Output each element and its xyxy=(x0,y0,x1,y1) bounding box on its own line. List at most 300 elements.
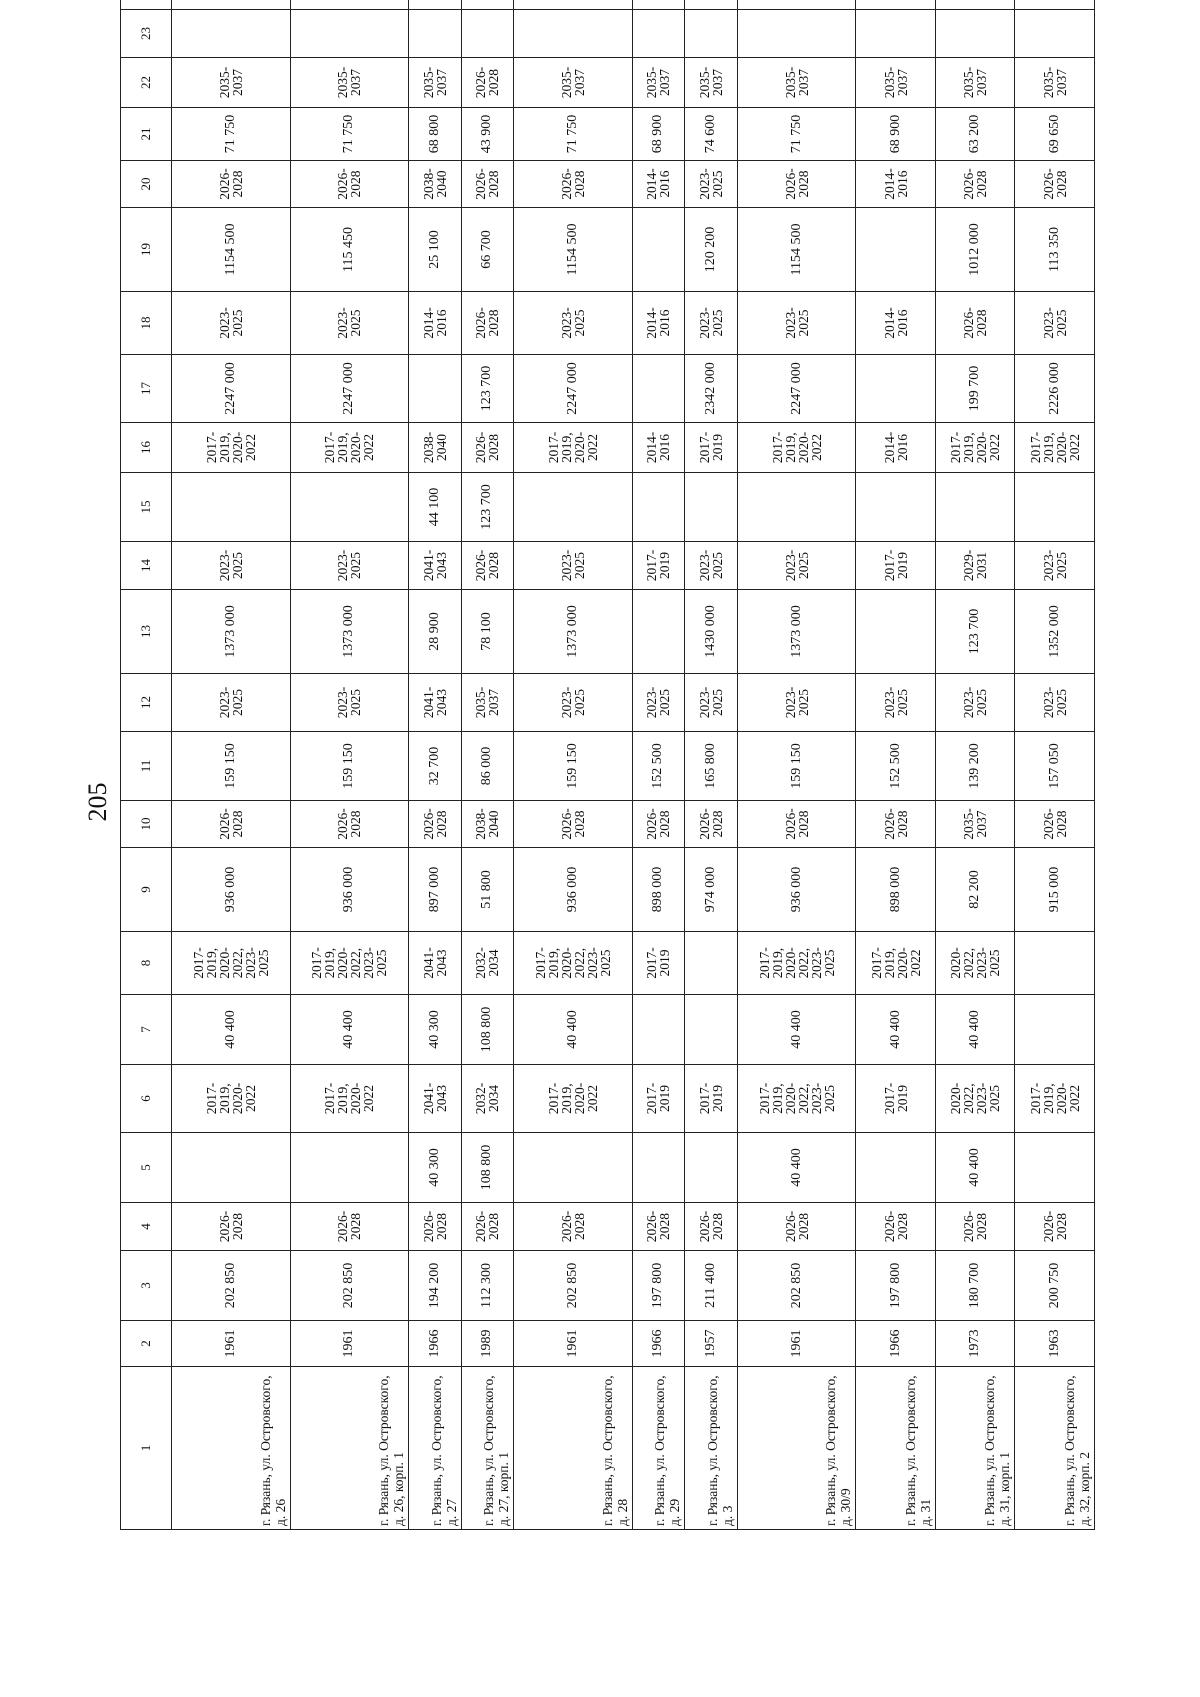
column-header: 18 xyxy=(121,292,172,355)
table-cell: 2041- 2043 xyxy=(409,674,462,732)
table-cell: 2035- 2037 xyxy=(632,58,685,108)
column-header: 12 xyxy=(121,674,172,732)
table-cell xyxy=(685,473,738,542)
table-cell xyxy=(514,0,633,10)
address-cell: г. Рязань, ул. Островского, д. 3 xyxy=(685,1367,738,1530)
table-cell: 2041- 2043 xyxy=(409,542,462,590)
table-cell: 1373 000 xyxy=(172,590,291,674)
table-cell xyxy=(737,473,856,542)
table-cell: 2026- 2028 xyxy=(514,801,633,848)
table-row xyxy=(409,0,462,1530)
table-cell xyxy=(737,0,856,10)
table-cell: 2017- 2019, 2020- 2022 xyxy=(935,423,1015,473)
table-cell: 2023- 2025 xyxy=(737,542,856,590)
table-cell: 1012 000 xyxy=(935,208,1015,292)
table-cell: 897 000 xyxy=(409,848,462,932)
column-header: 2 xyxy=(121,1321,172,1367)
column-header: 3 xyxy=(121,1251,172,1321)
table-cell: 2017- 2019, 2020- 2022 xyxy=(290,423,409,473)
table-cell: 152 500 xyxy=(856,732,936,801)
table-cell: 2026- 2028 xyxy=(409,801,462,848)
table-cell: 2017- 2019, 2020- 2022, 2023- 2025 xyxy=(172,932,291,995)
table-cell: 194 200 xyxy=(409,1251,462,1321)
table-cell: 71 750 xyxy=(514,108,633,161)
table-cell: 112 300 xyxy=(461,1251,514,1321)
table-cell xyxy=(172,1133,291,1203)
table-cell: 2041- 2043 xyxy=(409,932,462,995)
column-header: 5 xyxy=(121,1133,172,1203)
address-cell: г. Рязань, ул. Островского, д. 27, корп. 1 xyxy=(461,1367,514,1530)
table-cell: 2023- 2025 xyxy=(1015,674,1095,732)
table-cell: 123 700 xyxy=(461,473,514,542)
table-cell: 2017- 2019, 2020- 2022, 2023- 2025 xyxy=(737,932,856,995)
table-cell: 2017- 2019, 2020- 2022 xyxy=(737,423,856,473)
table-cell: 2017- 2019 xyxy=(856,542,936,590)
table-cell xyxy=(856,473,936,542)
table-cell: 2014- 2016 xyxy=(632,161,685,208)
table-cell xyxy=(632,473,685,542)
column-header: 6 xyxy=(121,1065,172,1133)
table-cell xyxy=(685,10,738,58)
table-cell: 2017- 2019 xyxy=(685,423,738,473)
table-cell: 2035- 2037 xyxy=(856,58,936,108)
table-cell: 2026- 2028 xyxy=(290,161,409,208)
table-cell: 2035- 2037 xyxy=(1015,58,1095,108)
table-cell xyxy=(290,10,409,58)
register-table xyxy=(120,0,1095,1530)
table-cell: 2247 000 xyxy=(172,355,291,423)
address-cell: г. Рязань, ул. Островского, д. 31 xyxy=(856,1367,936,1530)
table-cell: 2023- 2025 xyxy=(737,292,856,355)
table-cell: 68 800 xyxy=(409,108,462,161)
table-cell: 68 900 xyxy=(856,108,936,161)
table-cell: 2026- 2028 xyxy=(1015,161,1095,208)
table-cell: 2017- 2019 xyxy=(856,1065,936,1133)
table-cell xyxy=(856,10,936,58)
table-cell xyxy=(632,590,685,674)
column-header: 11 xyxy=(121,732,172,801)
table-cell: 2023- 2025 xyxy=(632,674,685,732)
table-cell: 40 400 xyxy=(172,995,291,1065)
table-cell: 202 850 xyxy=(290,1251,409,1321)
table-cell: 82 200 xyxy=(935,848,1015,932)
table-cell: 1961 xyxy=(737,1321,856,1367)
table-cell: 2032- 2034 xyxy=(461,1065,514,1133)
table-cell xyxy=(685,995,738,1065)
table-cell: 108 800 xyxy=(461,995,514,1065)
table-cell xyxy=(172,10,291,58)
table-cell xyxy=(632,208,685,292)
table-cell: 1154 500 xyxy=(737,208,856,292)
table-cell: 2035- 2037 xyxy=(935,58,1015,108)
table-cell: 123 700 xyxy=(935,590,1015,674)
table-cell: 2023- 2025 xyxy=(172,292,291,355)
table-cell: 898 000 xyxy=(856,848,936,932)
table-cell: 86 000 xyxy=(461,732,514,801)
table-cell: 113 350 xyxy=(1015,208,1095,292)
table-cell: 2023- 2025 xyxy=(685,542,738,590)
table-cell: 2035- 2037 xyxy=(290,58,409,108)
table-cell xyxy=(935,473,1015,542)
table-cell xyxy=(290,0,409,10)
page-number: 205 xyxy=(83,782,112,822)
table-row xyxy=(461,0,514,1530)
column-header: 8 xyxy=(121,932,172,995)
table-cell: 2038- 2040 xyxy=(409,423,462,473)
table-cell xyxy=(632,0,685,10)
table-cell: 43 900 xyxy=(461,108,514,161)
table-cell: 1154 500 xyxy=(514,208,633,292)
address-cell: г. Рязань, ул. Островского, д. 27 xyxy=(409,1367,462,1530)
table-cell: 1966 xyxy=(632,1321,685,1367)
table-cell xyxy=(856,355,936,423)
table-cell: 2038- 2040 xyxy=(409,161,462,208)
table-cell: 2023- 2025 xyxy=(1015,292,1095,355)
address-cell: г. Рязань, ул. Островского, д. 30/9 xyxy=(737,1367,856,1530)
table-cell: 2026- 2028 xyxy=(1015,801,1095,848)
table-cell: 2023- 2025 xyxy=(935,674,1015,732)
column-header: 22 xyxy=(121,58,172,108)
table-cell: 2017- 2019, 2020- 2022 xyxy=(172,1065,291,1133)
table-cell: 40 400 xyxy=(935,1133,1015,1203)
table-cell: 2023- 2025 xyxy=(290,542,409,590)
table-cell: 2342 000 xyxy=(685,355,738,423)
table-cell: 123 700 xyxy=(461,355,514,423)
table-cell xyxy=(409,10,462,58)
table-cell xyxy=(290,1133,409,1203)
table-cell: 2023- 2025 xyxy=(172,674,291,732)
table-cell xyxy=(514,473,633,542)
table-cell: 1961 xyxy=(290,1321,409,1367)
table-cell: 2023- 2025 xyxy=(514,674,633,732)
table-cell: 51 800 xyxy=(461,848,514,932)
table-cell: 2023- 2025 xyxy=(290,292,409,355)
table-cell: 1961 xyxy=(172,1321,291,1367)
table-cell: 2035- 2037 xyxy=(172,58,291,108)
table-cell: 71 750 xyxy=(737,108,856,161)
table-cell: 2017- 2019 xyxy=(685,1065,738,1133)
table-cell xyxy=(935,0,1015,10)
column-header: 7 xyxy=(121,995,172,1065)
column-header: 16 xyxy=(121,423,172,473)
table-cell: 2017- 2019, 2020- 2022 xyxy=(1015,1065,1095,1133)
table-cell: 1373 000 xyxy=(290,590,409,674)
table-cell: 2026- 2028 xyxy=(737,161,856,208)
table-cell: 2026- 2028 xyxy=(856,1203,936,1251)
table-cell: 1352 000 xyxy=(1015,590,1095,674)
table-row xyxy=(685,0,738,1530)
column-header: 21 xyxy=(121,108,172,161)
table-cell xyxy=(935,10,1015,58)
table-cell: 2014- 2016 xyxy=(632,292,685,355)
table-cell: 2026- 2028 xyxy=(935,1203,1015,1251)
table-cell: 40 400 xyxy=(290,995,409,1065)
table-cell: 2020- 2022, 2023- 2025 xyxy=(935,1065,1015,1133)
table-cell: 2247 000 xyxy=(290,355,409,423)
address-cell: г. Рязань, ул. Островского, д. 31, корп. 1 xyxy=(935,1367,1015,1530)
table-cell: 202 850 xyxy=(172,1251,291,1321)
table-cell: 2023- 2025 xyxy=(685,161,738,208)
table-cell: 2247 000 xyxy=(514,355,633,423)
column-header: 1 xyxy=(121,1367,172,1530)
table-cell: 2026- 2028 xyxy=(461,58,514,108)
table-cell: 71 750 xyxy=(290,108,409,161)
table-cell: 2017- 2019 xyxy=(632,932,685,995)
address-cell: г. Рязань, ул. Островского, д. 26 xyxy=(172,1367,291,1530)
table-cell: 1966 xyxy=(409,1321,462,1367)
table-cell xyxy=(856,590,936,674)
table-cell xyxy=(1015,1133,1095,1203)
table-cell: 2014- 2016 xyxy=(856,161,936,208)
table-cell: 25 100 xyxy=(409,208,462,292)
table-cell: 915 000 xyxy=(1015,848,1095,932)
table-cell: 40 400 xyxy=(737,1133,856,1203)
table-cell: 40 400 xyxy=(935,995,1015,1065)
table-cell xyxy=(856,0,936,10)
table-cell xyxy=(685,932,738,995)
column-header xyxy=(121,0,172,10)
table-cell: 2026- 2028 xyxy=(172,1203,291,1251)
table-cell: 2023- 2025 xyxy=(172,542,291,590)
column-header: 14 xyxy=(121,542,172,590)
column-header: 13 xyxy=(121,590,172,674)
table-cell: 2023- 2025 xyxy=(514,292,633,355)
table-cell xyxy=(461,0,514,10)
table-cell: 2026- 2028 xyxy=(685,801,738,848)
table-cell: 2035- 2037 xyxy=(737,58,856,108)
table-cell: 936 000 xyxy=(514,848,633,932)
table-cell: 2026- 2028 xyxy=(409,1203,462,1251)
table-cell: 2014- 2016 xyxy=(409,292,462,355)
table-cell: 159 150 xyxy=(737,732,856,801)
table-cell: 165 800 xyxy=(685,732,738,801)
table-cell xyxy=(172,473,291,542)
table-row xyxy=(514,0,633,1530)
table-cell: 898 000 xyxy=(632,848,685,932)
table-cell: 2017- 2019 xyxy=(632,542,685,590)
table-cell: 2026- 2028 xyxy=(935,292,1015,355)
table-cell xyxy=(290,473,409,542)
table-cell: 2032- 2034 xyxy=(461,932,514,995)
table-cell xyxy=(1015,0,1095,10)
table-cell: 202 850 xyxy=(737,1251,856,1321)
table-cell: 32 700 xyxy=(409,732,462,801)
table-cell: 2017- 2019, 2020- 2022 xyxy=(514,1065,633,1133)
table-cell xyxy=(856,208,936,292)
table-cell: 2035- 2037 xyxy=(514,58,633,108)
table-cell xyxy=(632,1133,685,1203)
table-cell: 139 200 xyxy=(935,732,1015,801)
table-cell xyxy=(856,1133,936,1203)
table-cell: 2035- 2037 xyxy=(935,801,1015,848)
address-cell: г. Рязань, ул. Островского, д. 29 xyxy=(632,1367,685,1530)
table-cell: 40 400 xyxy=(856,995,936,1065)
table-cell: 159 150 xyxy=(172,732,291,801)
table-cell: 1966 xyxy=(856,1321,936,1367)
table-cell: 2026- 2028 xyxy=(461,161,514,208)
table-cell: 2023- 2025 xyxy=(514,542,633,590)
table-cell: 115 450 xyxy=(290,208,409,292)
table-cell: 78 100 xyxy=(461,590,514,674)
table-cell: 28 900 xyxy=(409,590,462,674)
table-row xyxy=(1015,0,1095,1530)
column-header: 4 xyxy=(121,1203,172,1251)
table-cell: 197 800 xyxy=(856,1251,936,1321)
table-cell: 1154 500 xyxy=(172,208,291,292)
table-cell: 2026- 2028 xyxy=(461,1203,514,1251)
table-cell: 1989 xyxy=(461,1321,514,1367)
column-header: 17 xyxy=(121,355,172,423)
register-table-container xyxy=(120,27,1095,1530)
table-cell: 74 600 xyxy=(685,108,738,161)
table-cell: 2014- 2016 xyxy=(856,292,936,355)
table-cell: 159 150 xyxy=(514,732,633,801)
table-row xyxy=(856,0,936,1530)
table-cell: 120 200 xyxy=(685,208,738,292)
table-cell: 2023- 2025 xyxy=(685,674,738,732)
table-cell: 2026- 2028 xyxy=(290,801,409,848)
table-cell: 202 850 xyxy=(514,1251,633,1321)
table-cell: 2026- 2028 xyxy=(461,292,514,355)
table-cell: 69 650 xyxy=(1015,108,1095,161)
table-cell: 2226 000 xyxy=(1015,355,1095,423)
table-cell: 2023- 2025 xyxy=(290,674,409,732)
table-cell: 2026- 2028 xyxy=(737,801,856,848)
table-cell: 2023- 2025 xyxy=(685,292,738,355)
table-cell: 40 300 xyxy=(409,1133,462,1203)
address-cell: г. Рязань, ул. Островского, д. 26, корп. 1 xyxy=(290,1367,409,1530)
column-header: 23 xyxy=(121,10,172,58)
table-cell: 1961 xyxy=(514,1321,633,1367)
table-cell: 2026- 2028 xyxy=(514,161,633,208)
table-cell: 974 000 xyxy=(685,848,738,932)
table-cell xyxy=(409,355,462,423)
table-cell: 1957 xyxy=(685,1321,738,1367)
table-cell: 44 100 xyxy=(409,473,462,542)
table-cell: 2026- 2028 xyxy=(461,542,514,590)
table-cell: 2026- 2028 xyxy=(935,161,1015,208)
table-row xyxy=(632,0,685,1530)
column-header: 9 xyxy=(121,848,172,932)
table-cell: 2026- 2028 xyxy=(172,801,291,848)
table-cell: 2017- 2019 xyxy=(632,1065,685,1133)
table-cell: 40 300 xyxy=(409,995,462,1065)
table-cell: 2026- 2028 xyxy=(737,1203,856,1251)
table-cell: 68 900 xyxy=(632,108,685,161)
table-cell: 936 000 xyxy=(290,848,409,932)
table-cell: 211 400 xyxy=(685,1251,738,1321)
table-cell xyxy=(685,1133,738,1203)
address-cell: г. Рязань, ул. Островского, д. 32, корп. 2 xyxy=(1015,1367,1095,1530)
table-cell: 2247 000 xyxy=(737,355,856,423)
table-cell: 936 000 xyxy=(172,848,291,932)
table-cell: 2023- 2025 xyxy=(737,674,856,732)
table-cell: 2038- 2040 xyxy=(461,801,514,848)
table-cell: 40 400 xyxy=(514,995,633,1065)
table-cell: 2026- 2028 xyxy=(856,801,936,848)
table-cell: 2014- 2016 xyxy=(856,423,936,473)
table-cell: 2026- 2028 xyxy=(632,1203,685,1251)
table-cell: 40 400 xyxy=(737,995,856,1065)
table-cell: 1430 000 xyxy=(685,590,738,674)
table-cell: 2017- 2019, 2020- 2022 xyxy=(1015,423,1095,473)
table-cell: 2035- 2037 xyxy=(409,58,462,108)
table-cell: 1973 xyxy=(935,1321,1015,1367)
table-cell xyxy=(514,1133,633,1203)
table-row xyxy=(172,0,291,1530)
table-cell xyxy=(632,355,685,423)
table-cell: 2017- 2019, 2020- 2022 xyxy=(172,423,291,473)
table-cell: 199 700 xyxy=(935,355,1015,423)
table-cell: 2023- 2025 xyxy=(1015,542,1095,590)
table-cell: 152 500 xyxy=(632,732,685,801)
table-cell: 2026- 2028 xyxy=(1015,1203,1095,1251)
address-cell: г. Рязань, ул. Островского, д. 28 xyxy=(514,1367,633,1530)
table-cell: 936 000 xyxy=(737,848,856,932)
table-cell: 66 700 xyxy=(461,208,514,292)
table-cell xyxy=(1015,10,1095,58)
table-cell: 2035- 2037 xyxy=(461,674,514,732)
table-cell: 1963 xyxy=(1015,1321,1095,1367)
table-cell: 159 150 xyxy=(290,732,409,801)
table-cell: 2017- 2019, 2020- 2022 xyxy=(856,932,936,995)
table-cell: 200 750 xyxy=(1015,1251,1095,1321)
header-row xyxy=(121,0,172,1530)
table-cell: 2026- 2028 xyxy=(514,1203,633,1251)
table-cell: 2020- 2022, 2023- 2025 xyxy=(935,932,1015,995)
table-cell: 71 750 xyxy=(172,108,291,161)
table-cell: 2026- 2028 xyxy=(685,1203,738,1251)
table-cell: 2026- 2028 xyxy=(632,801,685,848)
table-cell: 2029- 2031 xyxy=(935,542,1015,590)
table-row xyxy=(737,0,856,1530)
table-row xyxy=(935,0,1015,1530)
table-cell xyxy=(1015,932,1095,995)
table-cell: 2035- 2037 xyxy=(685,58,738,108)
table-cell xyxy=(632,995,685,1065)
table-cell: 2023- 2025 xyxy=(856,674,936,732)
table-cell: 2017- 2019, 2020- 2022, 2023- 2025 xyxy=(737,1065,856,1133)
table-cell: 197 800 xyxy=(632,1251,685,1321)
table-row xyxy=(290,0,409,1530)
table-cell: 63 200 xyxy=(935,108,1015,161)
table-cell: 2041- 2043 xyxy=(409,1065,462,1133)
table-cell xyxy=(737,10,856,58)
table-cell xyxy=(172,0,291,10)
table-cell: 2026- 2028 xyxy=(290,1203,409,1251)
table-cell: 2026- 2028 xyxy=(461,423,514,473)
table-cell: 2017- 2019, 2020- 2022 xyxy=(514,423,633,473)
table-cell xyxy=(632,10,685,58)
column-header: 15 xyxy=(121,473,172,542)
table-cell: 1373 000 xyxy=(514,590,633,674)
column-header: 10 xyxy=(121,801,172,848)
table-cell: 108 800 xyxy=(461,1133,514,1203)
column-header: 19 xyxy=(121,208,172,292)
table-body xyxy=(172,0,1095,1530)
table-cell xyxy=(685,0,738,10)
table-cell: 2026- 2028 xyxy=(172,161,291,208)
table-cell: 180 700 xyxy=(935,1251,1015,1321)
table-cell: 2017- 2019, 2020- 2022, 2023- 2025 xyxy=(514,932,633,995)
table-cell xyxy=(514,10,633,58)
table-cell xyxy=(1015,995,1095,1065)
table-cell xyxy=(461,10,514,58)
table-cell: 2014- 2016 xyxy=(632,423,685,473)
table-cell: 157 050 xyxy=(1015,732,1095,801)
table-cell: 1373 000 xyxy=(737,590,856,674)
table-cell: 2017- 2019, 2020- 2022, 2023- 2025 xyxy=(290,932,409,995)
